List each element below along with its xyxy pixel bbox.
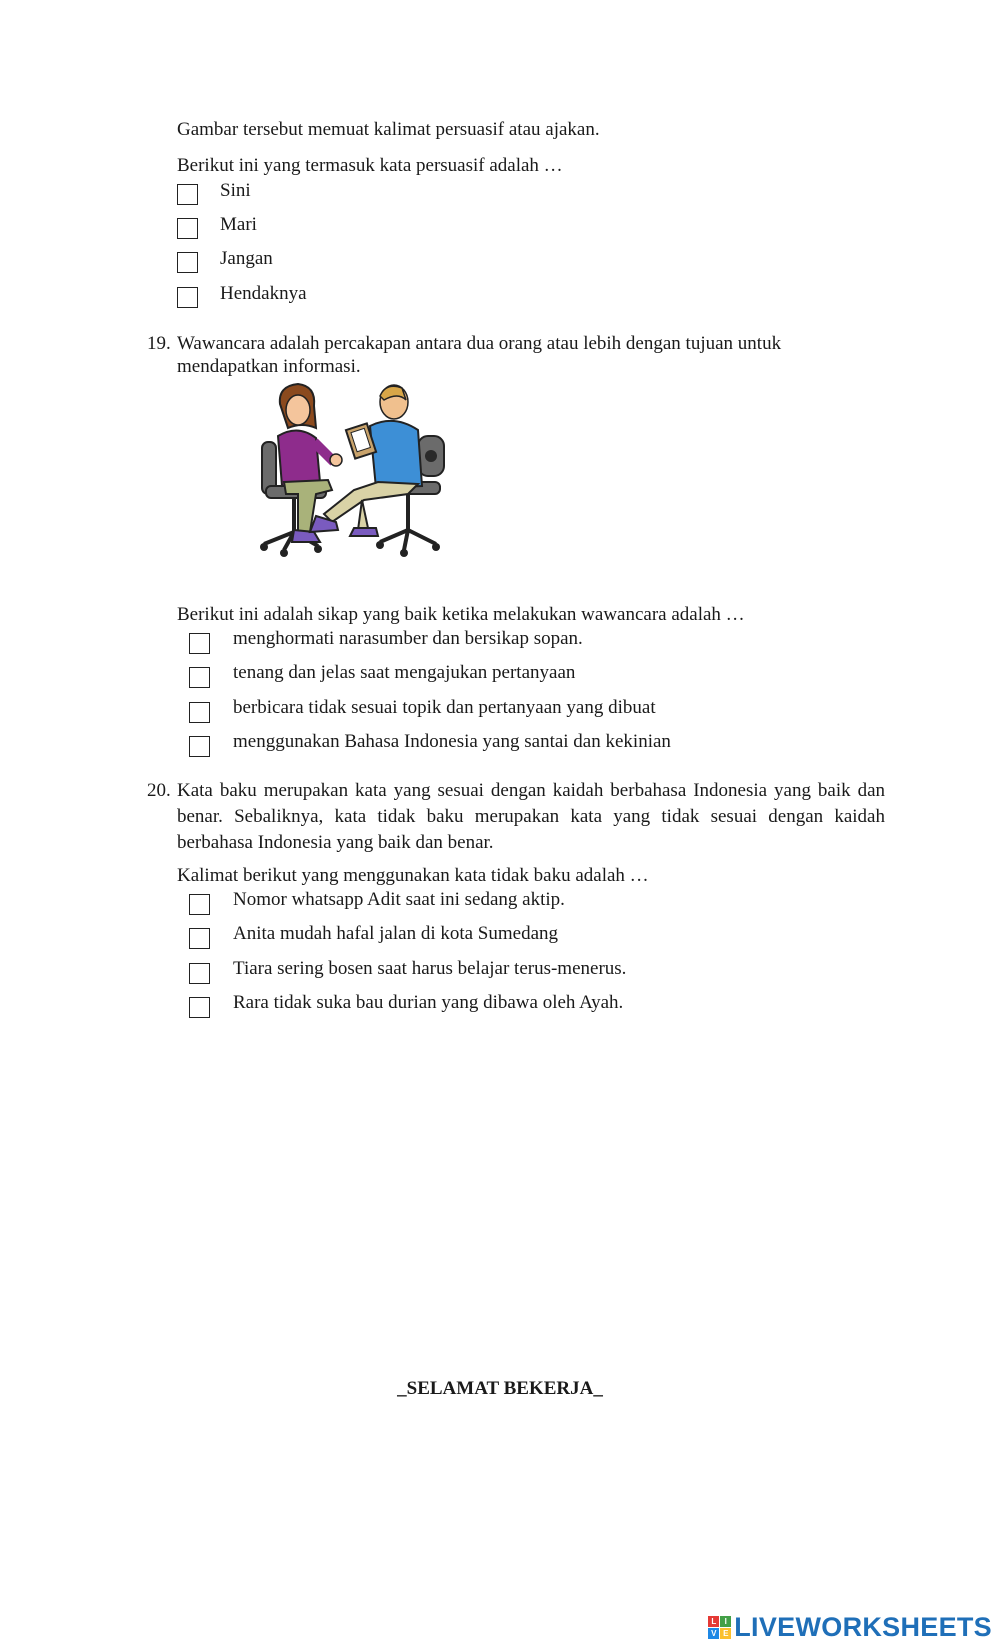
q20-option-3-checkbox[interactable] xyxy=(189,963,210,984)
q19-option-2-label: tenang dan jelas saat mengajukan pertanyaan xyxy=(233,662,576,683)
closing-text: _SELAMAT BEKERJA_ xyxy=(397,1378,603,1399)
q18-option-1-label: Sini xyxy=(220,180,251,201)
logo-letter-i: I xyxy=(720,1616,731,1627)
q19-option-4-label: menggunakan Bahasa Indonesia yang santai dan kekinian xyxy=(233,731,671,752)
q19-text-line2: mendapatkan informasi. xyxy=(177,356,361,377)
liveworksheets-logo-icon xyxy=(708,1616,731,1639)
q20-number: 20. xyxy=(147,780,171,801)
q20-option-2-checkbox[interactable] xyxy=(189,928,210,949)
q19-number: 19. xyxy=(147,333,171,354)
q19-prompt: Berikut ini adalah sikap yang baik ketika melakukan wawancara adalah … xyxy=(177,604,745,625)
q19-option-1-label: menghormati narasumber dan bersikap sopan. xyxy=(233,628,583,649)
q18-option-2-checkbox[interactable] xyxy=(177,218,198,239)
brand-name: LIVEWORKSHEETS xyxy=(734,1611,992,1642)
interview-illustration xyxy=(258,382,454,568)
q18-option-2-label: Mari xyxy=(220,214,257,235)
q19-text-line1: Wawancara adalah percakapan antara dua orang atau lebih dengan tujuan untuk xyxy=(177,333,782,354)
liveworksheets-brand[interactable] xyxy=(708,1610,992,1644)
q18-intro: Gambar tersebut memuat kalimat persuasif atau ajakan. xyxy=(177,119,600,140)
q20-text: Kata baku merupakan kata yang sesuai dengan kaidah berbahasa Indonesia yang baik dan benar. Sebaliknya, kata tidak baku merupakan kata yang tidak sesuai dengan kaidah berbahasa Indonesia yang baik dan benar. xyxy=(177,780,885,853)
q20-option-2-label: Anita mudah hafal jalan di kota Sumedang xyxy=(233,923,559,944)
q19-option-1-checkbox[interactable] xyxy=(189,633,210,654)
q20-prompt: Kalimat berikut yang menggunakan kata tidak baku adalah … xyxy=(177,865,649,886)
q18-option-3-checkbox[interactable] xyxy=(177,252,198,273)
logo-letter-l: L xyxy=(708,1616,719,1627)
logo-letter-e: E xyxy=(720,1628,731,1639)
q18-prompt: Berikut ini yang termasuk kata persuasif adalah … xyxy=(177,155,563,176)
q18-option-3-label: Jangan xyxy=(220,248,273,269)
q20-option-1-checkbox[interactable] xyxy=(189,894,210,915)
q20-option-4-label: Rara tidak suka bau durian yang dibawa oleh Ayah. xyxy=(233,992,624,1013)
q18-option-4-label: Hendaknya xyxy=(220,283,307,304)
q20-option-4-checkbox[interactable] xyxy=(189,997,210,1018)
q19-option-3-label: berbicara tidak sesuai topik dan pertanyaan yang dibuat xyxy=(233,697,656,718)
q18-option-1-checkbox[interactable] xyxy=(177,184,198,205)
q19-option-3-checkbox[interactable] xyxy=(189,702,210,723)
q20-option-1-label: Nomor whatsapp Adit saat ini sedang aktip. xyxy=(233,889,565,910)
q19-option-2-checkbox[interactable] xyxy=(189,667,210,688)
q19-option-4-checkbox[interactable] xyxy=(189,736,210,757)
q18-option-4-checkbox[interactable] xyxy=(177,287,198,308)
logo-letter-v: V xyxy=(708,1628,719,1639)
q20-option-3-label: Tiara sering bosen saat harus belajar terus-menerus. xyxy=(233,958,627,979)
